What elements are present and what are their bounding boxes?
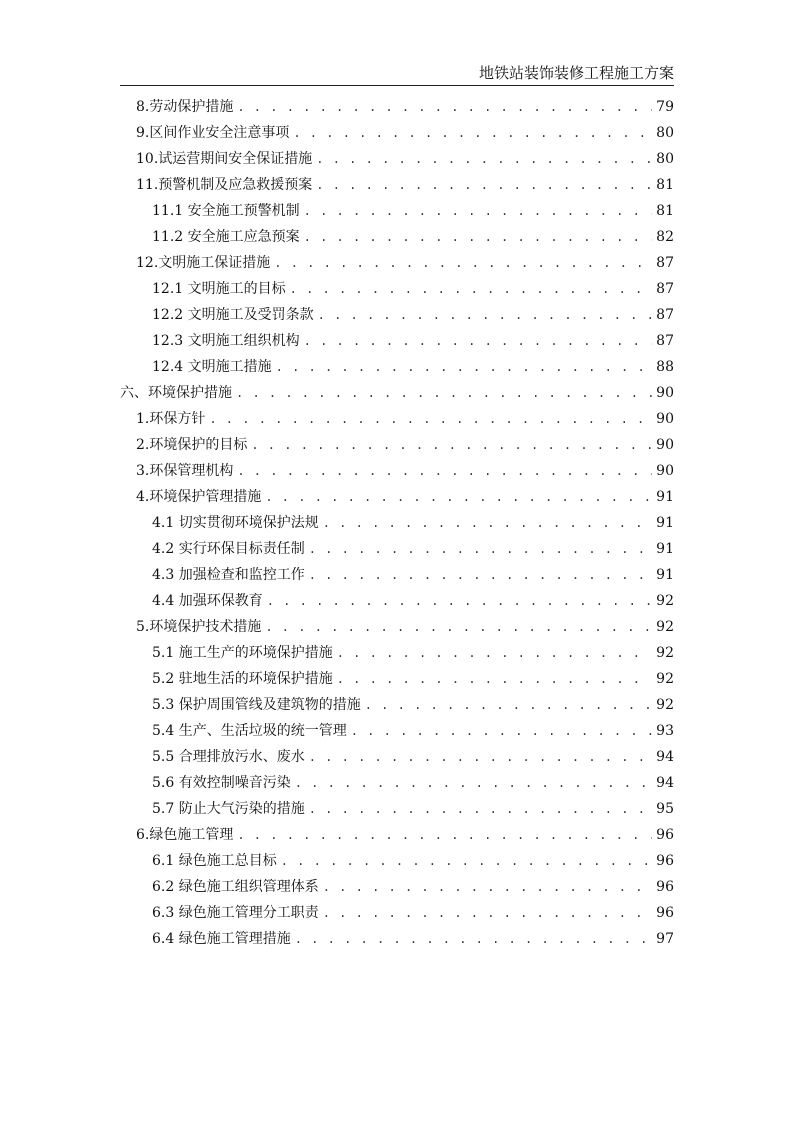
toc-entry[interactable] [120, 666, 674, 692]
toc-entry-label: 12.2 文明施工及受罚条款 [152, 307, 314, 323]
page-header [120, 63, 674, 86]
dot-leader [237, 94, 652, 120]
dot-leader [295, 770, 652, 796]
toc-entry-page-number: 94 [656, 775, 674, 791]
toc-entry-page-number: 96 [656, 827, 674, 843]
toc-entry[interactable] [120, 796, 674, 822]
dot-leader [293, 120, 652, 146]
toc-entry[interactable] [120, 614, 674, 640]
toc-entry-label: 4.3 加强检查和监控工作 [152, 567, 305, 583]
dot-leader [265, 614, 652, 640]
toc-entry-page-number: 93 [656, 723, 674, 739]
toc-entry-label: 5.2 驻地生活的环境保护措施 [152, 671, 333, 687]
toc-entry[interactable] [120, 276, 674, 302]
dot-leader [276, 354, 652, 380]
toc-entry-label: 12.3 文明施工组织机构 [152, 333, 300, 349]
toc-entry-page-number: 90 [656, 463, 674, 479]
dot-leader [309, 536, 652, 562]
toc-entry-label: 11.2 安全施工应急预案 [152, 229, 300, 245]
toc-entry-page-number: 91 [656, 489, 674, 505]
toc-entry-page-number: 87 [656, 307, 674, 323]
toc-entry-page-number: 80 [656, 125, 674, 141]
toc-entry-label: 6.1 绿色施工总目标 [152, 853, 277, 869]
toc-entry[interactable] [120, 562, 674, 588]
toc-entry[interactable] [120, 770, 674, 796]
toc-entry-page-number: 81 [656, 203, 674, 219]
toc-entry-label: 9.区间作业安全注意事项 [136, 125, 290, 141]
toc-entry-page-number: 90 [656, 437, 674, 453]
toc-entry-page-number: 91 [656, 515, 674, 531]
toc-entry-label: 12.1 文明施工的目标 [152, 281, 286, 297]
toc-entry[interactable] [120, 484, 674, 510]
toc-entry-label: 1.环保方针 [136, 411, 206, 427]
toc-entry[interactable] [120, 900, 674, 926]
toc-entry[interactable] [120, 432, 674, 458]
dot-leader [274, 250, 652, 276]
toc-entry-page-number: 92 [656, 697, 674, 713]
toc-entry-label: 12.文明施工保证措施 [136, 255, 271, 271]
toc-entry-label: 4.2 实行环保目标责任制 [152, 541, 305, 557]
toc-entry-page-number: 82 [656, 229, 674, 245]
toc-entry-label: 5.5 合理排放污水、废水 [152, 749, 305, 765]
toc-entry[interactable] [120, 874, 674, 900]
dot-leader [323, 900, 652, 926]
dot-leader [209, 406, 652, 432]
toc-entry-page-number: 87 [656, 255, 674, 271]
toc-entry-page-number: 90 [656, 411, 674, 427]
toc-entry-label: 5.6 有效控制噪音污染 [152, 775, 291, 791]
toc-entry[interactable] [120, 510, 674, 536]
toc-entry-label: 4.1 切实贯彻环境保护法规 [152, 515, 319, 531]
toc-entry[interactable] [120, 250, 674, 276]
toc-entry-label: 12.4 文明施工措施 [152, 359, 272, 375]
dot-leader [337, 640, 652, 666]
toc-entry-page-number: 97 [656, 931, 674, 947]
toc-entry[interactable] [120, 640, 674, 666]
dot-leader [295, 926, 652, 952]
toc-entry-page-number: 88 [656, 359, 674, 375]
dot-leader [251, 432, 652, 458]
toc-entry-label: 5.7 防止大气污染的措施 [152, 801, 305, 817]
dot-leader [237, 822, 652, 848]
dot-leader [316, 172, 652, 198]
toc-entry-label: 5.3 保护周围管线及建筑物的措施 [152, 697, 361, 713]
toc-entry-label: 5.4 生产、生活垃圾的统一管理 [152, 723, 347, 739]
toc-entry[interactable] [120, 458, 674, 484]
dot-leader [304, 224, 652, 250]
toc-entry[interactable] [120, 926, 674, 952]
dot-leader [290, 276, 652, 302]
dot-leader [304, 198, 652, 224]
toc-entry-page-number: 90 [656, 385, 674, 401]
toc-entry-page-number: 96 [656, 853, 674, 869]
toc-entry-page-number: 79 [656, 99, 674, 115]
toc-entry-label: 4.4 加强环保教育 [152, 593, 263, 609]
toc-entry-page-number: 87 [656, 281, 674, 297]
document-title: 地铁站装饰装修工程施工方案 [478, 64, 674, 82]
dot-leader [323, 510, 652, 536]
toc-entry[interactable] [120, 822, 674, 848]
dot-leader [236, 380, 652, 406]
dot-leader [309, 796, 652, 822]
toc-entry-page-number: 80 [656, 151, 674, 167]
toc-entry-page-number: 92 [656, 671, 674, 687]
toc-entry-page-number: 96 [656, 879, 674, 895]
toc-entry-page-number: 91 [656, 541, 674, 557]
toc-entry-label: 8.劳动保护措施 [136, 99, 234, 115]
toc-entry-page-number: 96 [656, 905, 674, 921]
toc-entry[interactable] [120, 718, 674, 744]
toc-entry-label: 11.预警机制及应急救援预案 [136, 177, 313, 193]
toc-entry[interactable] [120, 302, 674, 328]
table-of-contents [120, 94, 674, 952]
toc-entry[interactable] [120, 224, 674, 250]
dot-leader [323, 874, 652, 900]
toc-entry-label: 6.2 绿色施工组织管理体系 [152, 879, 319, 895]
toc-entry[interactable] [120, 198, 674, 224]
toc-entry-label: 六、环境保护措施 [120, 385, 232, 401]
dot-leader [351, 718, 652, 744]
dot-leader [318, 302, 652, 328]
toc-entry-page-number: 94 [656, 749, 674, 765]
toc-entry-page-number: 92 [656, 619, 674, 635]
toc-entry-page-number: 95 [656, 801, 674, 817]
toc-entry-page-number: 81 [656, 177, 674, 193]
toc-entry-label: 6.4 绿色施工管理措施 [152, 931, 291, 947]
dot-leader [309, 744, 652, 770]
toc-entry-page-number: 87 [656, 333, 674, 349]
toc-entry[interactable] [120, 744, 674, 770]
toc-entry[interactable] [120, 588, 674, 614]
toc-entry-label: 2.环境保护的目标 [136, 437, 248, 453]
toc-entry-label: 5.1 施工生产的环境保护措施 [152, 645, 333, 661]
toc-entry-label: 10.试运营期间安全保证措施 [136, 151, 313, 167]
dot-leader [365, 692, 652, 718]
dot-leader [237, 458, 652, 484]
toc-entry[interactable] [120, 380, 674, 406]
toc-entry-page-number: 92 [656, 593, 674, 609]
toc-entry[interactable] [120, 146, 674, 172]
dot-leader [316, 146, 652, 172]
toc-entry[interactable] [120, 848, 674, 874]
toc-entry-label: 6.3 绿色施工管理分工职责 [152, 905, 319, 921]
dot-leader [309, 562, 652, 588]
toc-entry-label: 11.1 安全施工预警机制 [152, 203, 300, 219]
toc-entry-page-number: 92 [656, 645, 674, 661]
toc-entry[interactable] [120, 406, 674, 432]
toc-entry[interactable] [120, 536, 674, 562]
dot-leader [265, 484, 652, 510]
toc-entry-label: 6.绿色施工管理 [136, 827, 234, 843]
toc-entry-label: 3.环保管理机构 [136, 463, 234, 479]
toc-entry-label: 5.环境保护技术措施 [136, 619, 262, 635]
toc-entry[interactable] [120, 120, 674, 146]
dot-leader [304, 328, 652, 354]
toc-entry[interactable] [120, 354, 674, 380]
toc-entry-page-number: 91 [656, 567, 674, 583]
dot-leader [267, 588, 652, 614]
dot-leader [337, 666, 652, 692]
dot-leader [281, 848, 652, 874]
toc-entry[interactable] [120, 172, 674, 198]
toc-entry[interactable] [120, 692, 674, 718]
toc-entry[interactable] [120, 94, 674, 120]
toc-entry-label: 4.环境保护管理措施 [136, 489, 262, 505]
toc-entry[interactable] [120, 328, 674, 354]
